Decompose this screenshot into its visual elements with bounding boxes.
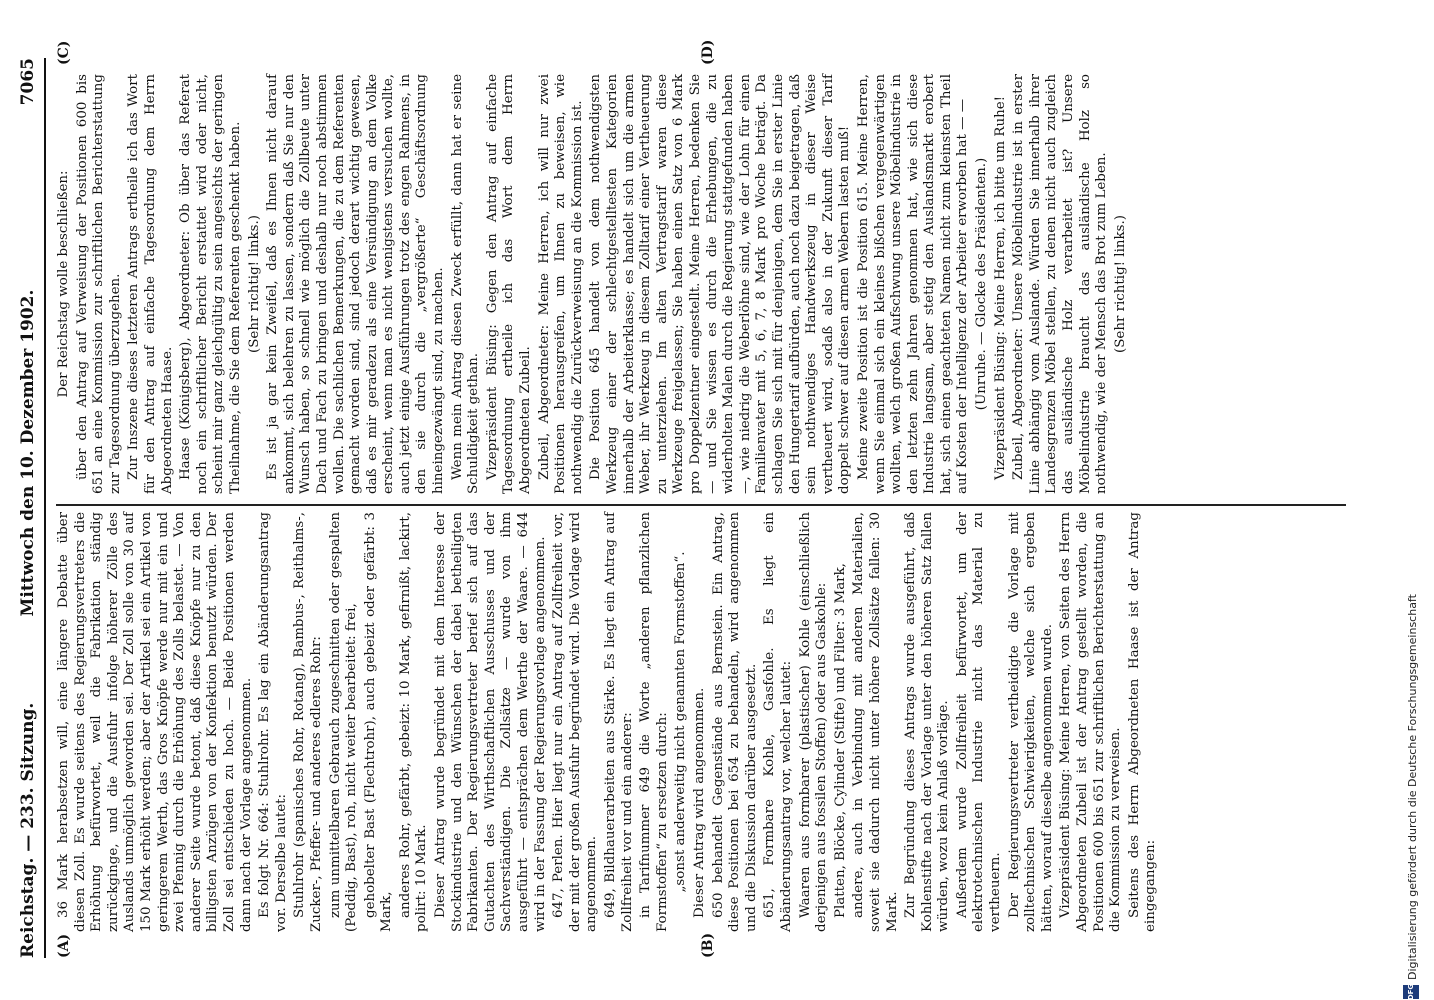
- header-date: Mittwoch den 10. Dezember 1902.: [18, 289, 38, 617]
- right-column-paragraph: Zubeil, Abgeordneter: Unsere Möbelindustrie ist in erster Linie abhängig vom Auslande. Würden Sie innerhalb ihrer Landesgrenzen Möbel stellen, zu denen nicht auch zugleich das ausländische Holz verarbeitet ist? Unsere Möbelindustrie braucht das ausländische Holz so nothwendig, wie der Mensch das Brot zum Leben.: [1011, 74, 1110, 494]
- left-column-paragraph: Vizepräsident Büsing: Meine Herren, von Seiten des Herrn Abgeordneten Zubeil ist der Antrag gestellt worden, die Positionen 600 bis 651 zur schriftlichen Berichterstattung an die Kommission zu verweisen.: [1058, 512, 1124, 932]
- right-column-paragraph: über den Antrag auf Verweisung der Positionen 600 bis 651 an eine Kommission zur schriftlichen Berichterstattung zur Tagesordnung überzugehen.: [74, 74, 123, 494]
- left-column-paragraph: 647, Perlen. Hier liegt nur ein Antrag auf Zollfreiheit vor, der mit der großen Ausfuhr begründet wird. Die Vorlage wird angenommen.: [551, 512, 600, 932]
- left-column-paragraph: 649, Bildhauerarbeiten aus Stärke. Es liegt ein Antrag auf Zollfreiheit vor und ein anderer:: [603, 512, 635, 932]
- dfg-logo: DFG: [1403, 985, 1419, 999]
- left-column-paragraph: Außerdem wurde Zollfreiheit befürwortet, um der elektrotechnischen Industrie nicht das Material zu vertheuern.: [954, 512, 1004, 932]
- left-column-paragraph: andere, auch in Verbindung mit anderen Materialien, soweit sie dadurch nicht unter höhere Zollsätze fallen: 30 Mark.: [851, 512, 900, 932]
- left-column-paragraph: 650 behandelt Gegenstände aus Bernstein. Ein Antrag, diese Positionen bei 654 zu behandeln, wird angenommen und die Diskussion darüber ausgesetzt.: [710, 512, 759, 932]
- right-column-paragraph: (Sehr richtig! links.): [246, 215, 262, 353]
- column-divider: [56, 504, 1346, 506]
- left-text-column: [56, 512, 1162, 932]
- header-rule: [44, 58, 46, 958]
- right-column-paragraph: Zubeil, Abgeordneter: Meine Herren, ich will nur zwei Positionen herausgreifen, um Ihnen zu beweisen, wie nothwendig die Zurückverweisung an die Kommission ist.: [536, 74, 585, 494]
- right-column-paragraph: Die Position 645 handelt von dem nothwendigsten Werkzeug einer der schlechtgestelltesten Kategorien innerhalb der Arbeiterklasse; es handelt sich um die armen Weber, ihr Werkzeug in diesem Zolltarif einer Vertheuerung zu unterziehen. Im alten Vertragstarif waren diese Werkzeuge freigelassen; Sie haben einen Satz von 6 Mark pro Doppelzentner eingestellt. Meine Herren, bedenken Sie — und Sie wissen es durch die Erhebungen, die zu widerholten Malen durch die Regierung stattgefunden haben —, wie niedrig die Weberlöhne sind, wie der Lohn für einen Familienvater mit 5, 6, 7, 8 Mark pro Woche beträgt. Da schlagen Sie sich mit für denjenigen, dem Sie in erster Linie den Hungertarif aufbürden, auch noch dazu beigetragen, daß sein nothwendiges Handwerkszeug in dieser Weise vertheuert wird, sodaß also in der Zukunft dieser Tarif doppelt schwer auf diesen armen Webern lasten muß!: [588, 74, 853, 494]
- right-column-paragraph: Haase (Königsberg), Abgeordneter: Ob über das Referat noch ein schriftlicher Bericht erstattet wird oder nicht, scheint mir ganz gleichgültig zu sein angesichts der geringen Theilnahme, die Sie dem Referenten geschenkt haben.: [178, 74, 243, 494]
- margin-marker-d: (D): [700, 39, 716, 65]
- right-text-column: [56, 74, 1131, 494]
- right-column-paragraph: Vizepräsident Büsing: Meine Herren, ich bitte um Ruhe!: [992, 95, 1008, 480]
- page-number: 7065: [18, 58, 38, 106]
- margin-marker-a: (A): [56, 933, 72, 958]
- left-column-paragraph: Der Regierungsvertreter vertheidigte die Vorlage mit zolltechnischen Schwierigkeiten, welche sich ergeben hätten, worauf dieselbe angenommen wurde.: [1006, 512, 1055, 932]
- right-column-paragraph: Es ist ja gar kein Zweifel, daß es Ihnen nicht darauf ankommt, sich belehren zu lassen, sondern daß Sie nur den Wunsch haben, so schnell wie möglich die Zollbeute unter Dach und Fach zu bringen und deshalb nur noch abstimmen wollen. Die sachlichen Bemerkungen, die zu dem Referenten gemacht worden sind, sind jedoch derart wichtig gewesen, daß es mir geradezu als eine Versündigung an dem Volke erscheint, wenn man es nicht wenigstens versuchen wollte, auch jetzt einige Ausführungen trotz des engen Rahmens, in den sie durch die „vergrößerte“ Geschäftsordnung hineingezwängt sind, zu machen.: [265, 74, 447, 494]
- left-column-paragraph: Seitens des Herrn Abgeordneten Haase ist der Antrag eingegangen:: [1126, 512, 1159, 932]
- right-column-paragraph: Zur Inszene dieses letzteren Antrags ertheile ich das Wort für den Antrag auf einfache Tagesordnung dem Herrn Abgeordneten Haase.: [126, 74, 175, 494]
- left-column-paragraph: gehobelter Bast (Flechtrohr), auch gebeizt oder gefärbt: 3 Mark,: [362, 512, 395, 932]
- right-column-paragraph: Meine zweite Position ist die Position 615. Meine Herren, wenn Sie einmal sich ein kleines bißchen vergegenwärtigen wollten, welch großen Aufschwung unsere Möbelindustrie in den letzten zehn Jahren genommen hat, wie sich diese Industrie langsam, aber stetig den Auslandsmarkt erobert hat, sich einen geachteten Namen nicht zum kleinsten Theil auf Kosten der Intelligenz der Arbeiter erworben hat — —: [855, 74, 971, 494]
- left-column-paragraph: in Tarifnummer 649 die Worte „anderen pflanzlichen Formstoffen“ zu ersetzen durch:: [638, 512, 670, 932]
- left-column-paragraph: Platten, Blöcke, Cylinder (Stifte) und Filter: 3 Mark,: [832, 563, 848, 918]
- margin-marker-b: (B): [700, 932, 716, 958]
- right-column-paragraph: Wenn mein Antrag diesen Zweck erfüllt, dann hat er seine Schuldigkeit gethan.: [449, 74, 482, 494]
- page-footer: [1400, 0, 1428, 1000]
- left-column-paragraph: zum unmittelbaren Gebrauch zugeschnitten oder gespalten (Peddig, Bast), roh, nicht weiter bearbeitet: frei,: [327, 512, 360, 932]
- header-session: Reichstag. — 233. Sitzung.: [18, 702, 38, 958]
- margin-marker-c: (C): [56, 40, 72, 65]
- left-column-paragraph: „sonst anderweitig nicht genannten Formstoffen“.: [673, 551, 689, 893]
- left-column-paragraph: Waaren aus formbarer (plastischer) Kohle (einschließlich derjenigen aus fossilen Stoffen) oder aus Gaskohle:: [797, 512, 830, 932]
- left-column-paragraph: Stuhlrohr (spanisches Rohr, Rotang), Bambus-, Reithalms-, Zucker-, Pfeffer- und anderes edleres Rohr:: [292, 512, 324, 932]
- right-column-paragraph: Der Reichstag wolle beschließen:: [56, 170, 71, 398]
- left-column-paragraph: 651, Formbare Kohle, Gasfohle. Es liegt ein Abänderungsantrag vor, welcher lautet:: [762, 512, 794, 932]
- left-column-paragraph: 36 Mark herabsetzen will, eine längere Debatte über diesen Zoll. Es wurde seitens des Regierungsvertreters die Erhöhung befürwortet, weil die Fabrikation ständig zurückginge, und die Ausfuhr infolge höherer Zölle des Auslands unmöglich geworden sei. Der Zoll solle von 30 auf 150 Mark erhöht werden; aber der Artikel sei ein Artikel von geringerem Werth, das Gros Knöpfe werde nur mit ein und zwei Pfennig durch die Erhöhung des Zolls belastet. — Von anderer Seite wurde betont, daß diese Knöpfe nur zu den billigsten Anzügen von der Konfektion benutzt würden. Der Zoll sei entschieden zu hoch. — Beide Positionen werden dann nach der Vorlage angenommen.: [56, 512, 254, 932]
- left-column-paragraph: anderes Rohr, gefärbt, gebeizt: 10 Mark, gefirnißt, lackirt, polirt: 10 Mark.: [397, 512, 430, 932]
- left-column-paragraph: Es folgt Nr. 664: Stuhlrohr. Es lag ein Abänderungsantrag vor. Derselbe lautet:: [257, 512, 289, 932]
- right-column-paragraph: (Unruhe. — Glocke des Präsidenten.): [974, 157, 990, 411]
- left-column-paragraph: Dieser Antrag wird angenommen.: [691, 687, 707, 918]
- left-column-paragraph: Dieser Antrag wurde begründet mit dem Interesse der Stockindustrie und den Wünschen der dabei betheiligten Fabrikanten. Der Regierungsvertreter berief sich auf das Gutachten des Wirthschaftlichen Ausschusses und der Sachverständigen. Die Zollsätze — wurde von ihm ausgeführt — entsprächen dem Werthe der Waare. — 644 wird in der Fassung der Regierungsvorlage angenommen.: [433, 512, 548, 932]
- right-column-paragraph: Vizepräsident Büsing: Gegen den Antrag auf einfache Tagesordnung ertheile ich das Wort dem Herrn Abgeordneten Zubeil.: [484, 74, 534, 494]
- left-column-paragraph: Zur Begründung dieses Antrags wurde ausgeführt, daß Kohlenstifte nach der Vorlage unter den höheren Satz fallen würden, wozu kein Anlaß vorläge.: [903, 512, 952, 932]
- right-column-paragraph: (Sehr richtig! links.): [1112, 215, 1128, 353]
- digitization-credit: Digitalisierung gefördert durch die Deutsche Forschungsgemeinschaft: [1406, 594, 1419, 980]
